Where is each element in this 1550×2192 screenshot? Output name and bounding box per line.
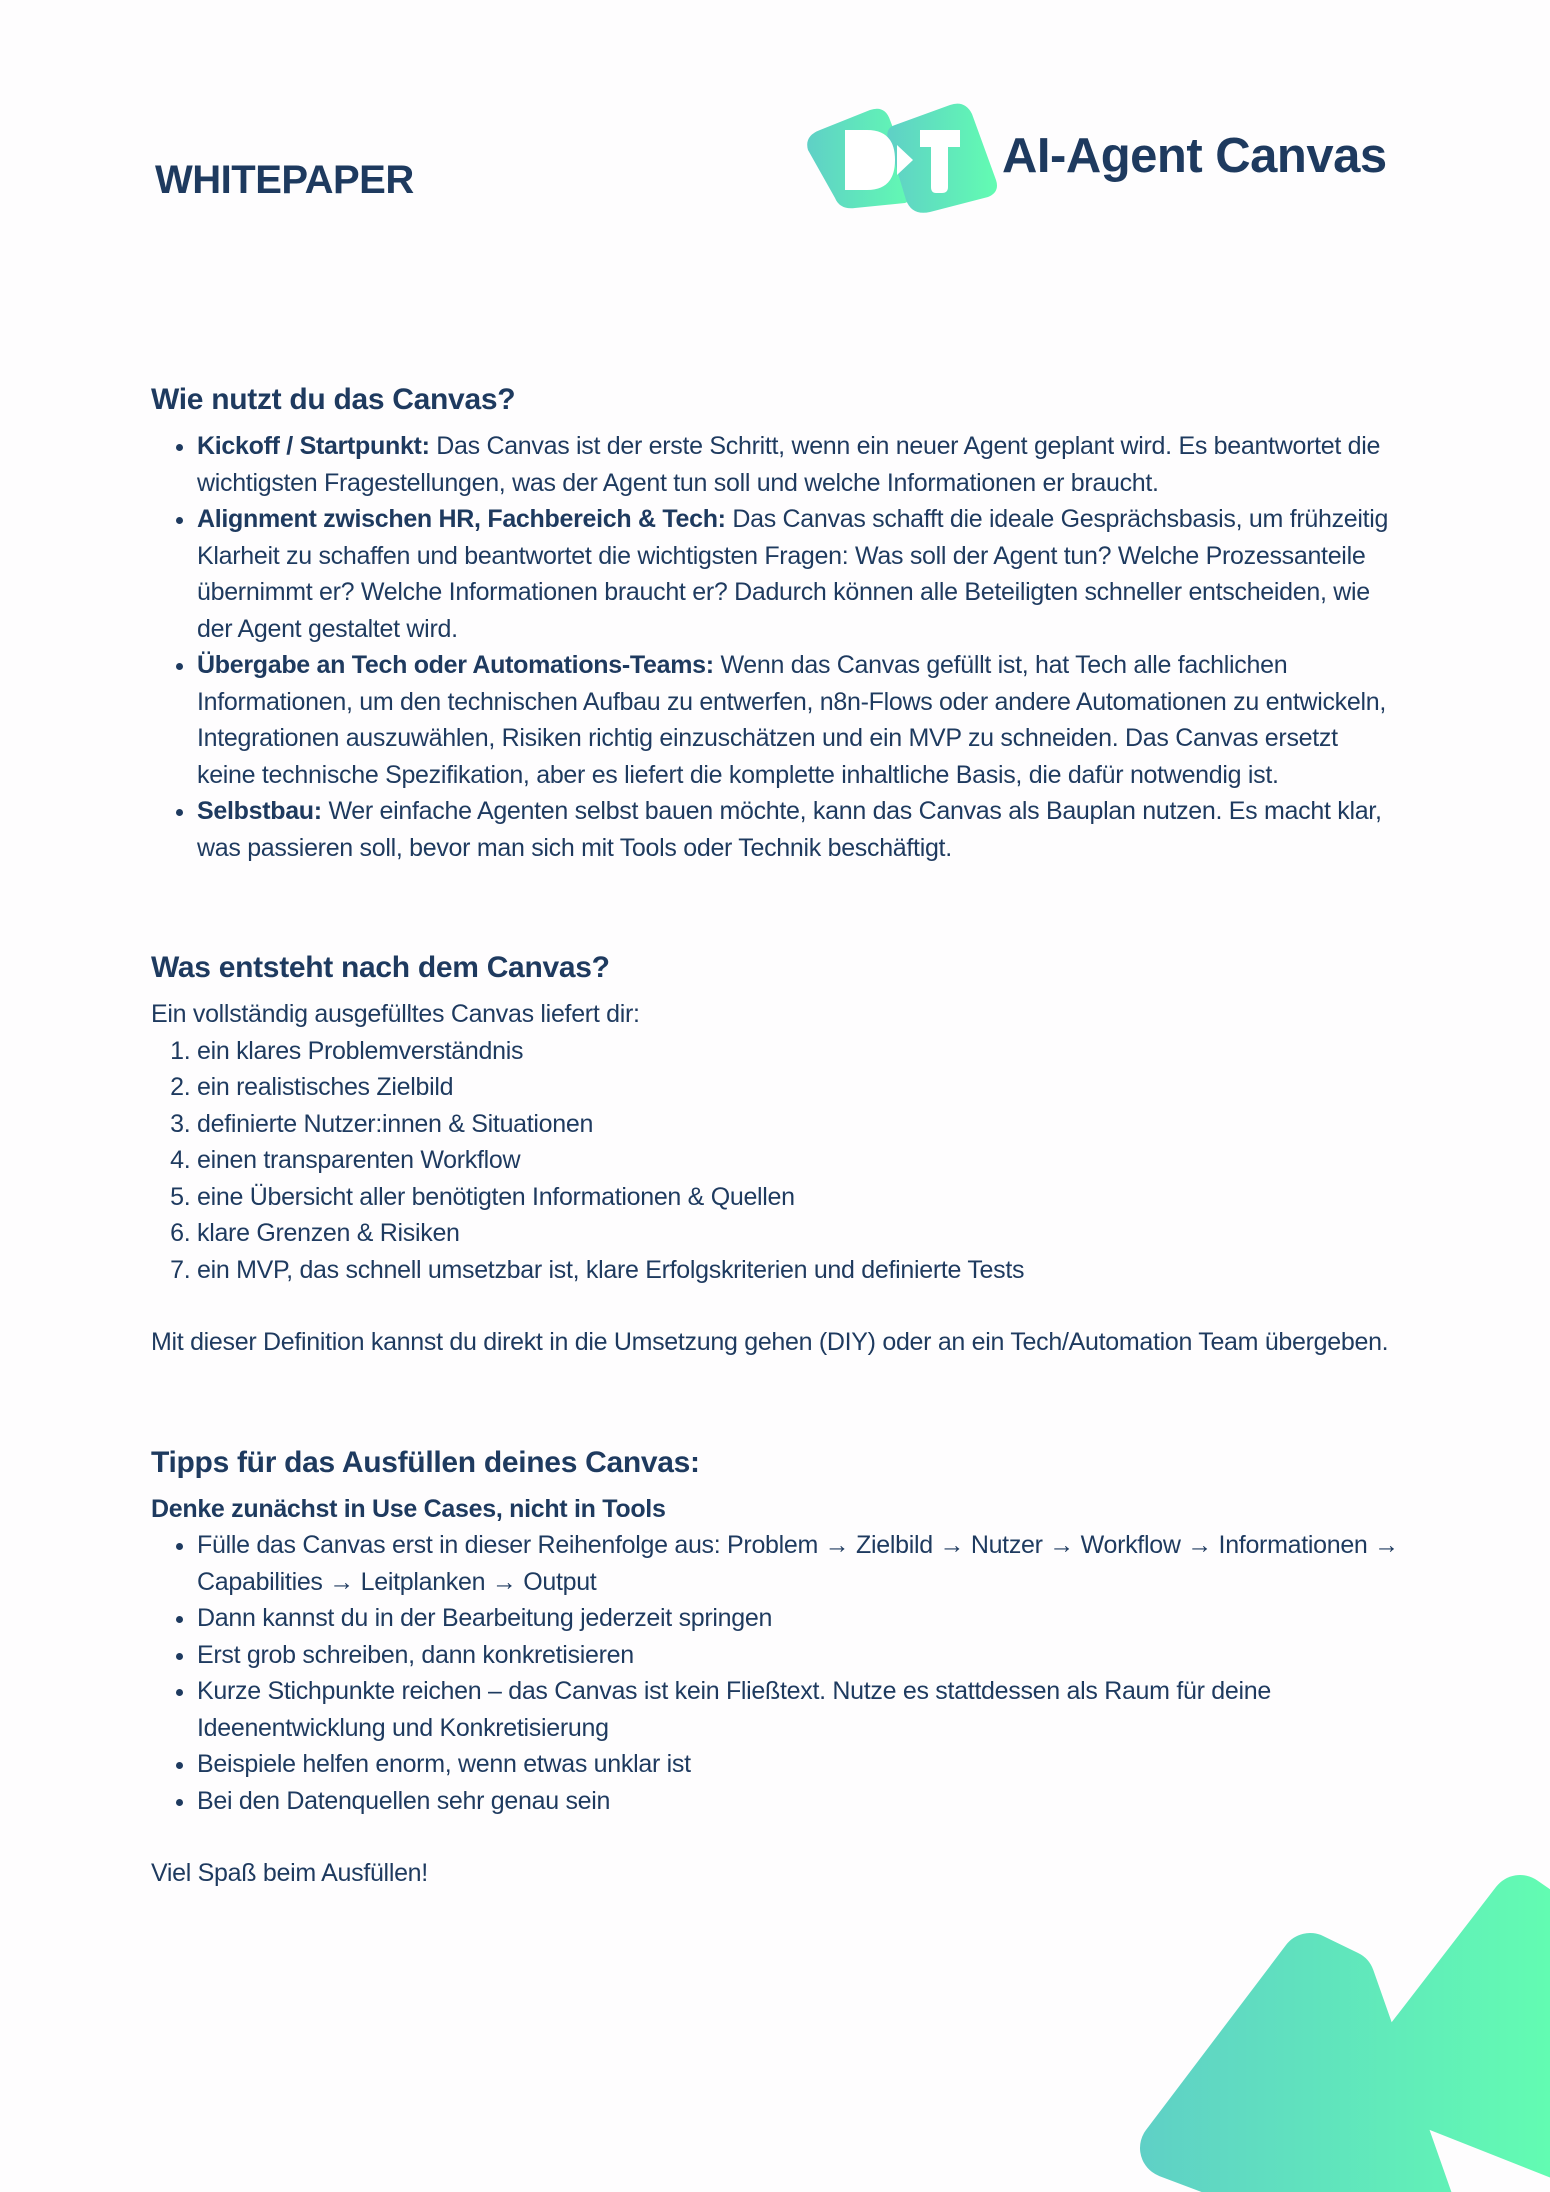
closing-text: Viel Spaß beim Ausfüllen! xyxy=(151,1859,428,1887)
intro-text: Ein vollständig ausgefülltes Canvas liefert dir: xyxy=(151,1000,640,1028)
list-item xyxy=(197,428,1401,501)
item-text: Das Canvas ist der erste Schritt, wenn ein neuer Agent geplant wird. Es beantwortet die wichtigsten Fragestellungen, was der Agent tun soll und welche Informationen er braucht. xyxy=(197,432,1381,497)
list-item xyxy=(197,793,1401,866)
item-label: Alignment zwischen HR, Fachbereich & Tech: xyxy=(197,505,726,533)
list-item: 2. ein realistisches Zielbild xyxy=(197,1069,1401,1106)
document-label: WHITEPAPER xyxy=(155,158,414,202)
list-item xyxy=(197,501,1401,647)
list-item: 4. einen transparenten Workflow xyxy=(197,1142,1401,1179)
item-text: Das Canvas schafft die ideale Gesprächsbasis, um frühzeitig Klarheit zu schaffen und beantwortet die wichtigsten Fragen: Was soll der Agent tun? Welche Prozessanteile übernimmt er? Welche Informationen braucht er? Dadurch können alle Beteiligten schneller entscheiden, wie der Agent gestaltet wird. xyxy=(197,505,1389,643)
section-tips xyxy=(151,1443,1401,1892)
triangle-shape xyxy=(1385,1905,1550,2165)
list-item: 6. klare Grenzen & Risiken xyxy=(197,1215,1401,1252)
section-heading: Wie nutzt du das Canvas? xyxy=(151,383,516,416)
list-item: • Fülle das Canvas erst in dieser Reihenfolge aus: Problem → Zielbild → Nutzer → Workflow → Informationen → Capabilities → Leitplanken → Output xyxy=(197,1527,1401,1600)
outro-text: Mit dieser Definition kannst du direkt in die Umsetzung gehen (DIY) oder an ein Tech/Automation Team übergeben. xyxy=(151,1328,1389,1356)
section-outcome xyxy=(151,948,1401,1361)
list-item: • Beispiele helfen enorm, wenn etwas unklar ist xyxy=(197,1746,1401,1783)
triangle-shape xyxy=(1170,1963,1440,2192)
item-label: Kickoff / Startpunkt: xyxy=(197,432,430,460)
section-heading: Was entsteht nach dem Canvas? xyxy=(151,951,610,984)
section-usage xyxy=(151,380,1401,866)
list-item: 5. eine Übersicht aller benötigten Informationen & Quellen xyxy=(197,1179,1401,1216)
list-item: • Bei den Datenquellen sehr genau sein xyxy=(197,1783,1401,1820)
list-item: 7. ein MVP, das schnell umsetzbar ist, klare Erfolgskriterien und definierte Tests xyxy=(197,1252,1401,1289)
list-item: 3. definierte Nutzer:innen & Situationen xyxy=(197,1106,1401,1143)
item-label: Übergabe an Tech oder Automations-Teams: xyxy=(197,651,714,679)
list-item xyxy=(197,647,1401,793)
list-item: • Kurze Stichpunkte reichen – das Canvas ist kein Fließtext. Nutze es stattdessen als Raum für deine Ideenentwicklung und Konkretisierung xyxy=(197,1673,1401,1746)
item-label: Selbstbau: xyxy=(197,797,322,825)
list-item: • Erst grob schreiben, dann konkretisieren xyxy=(197,1637,1401,1674)
item-text: Wer einfache Agenten selbst bauen möchte, kann das Canvas als Bauplan nutzen. Es macht klar, was passieren soll, bevor man sich mit Tools oder Technik beschäftigt. xyxy=(197,797,1382,862)
subheading: Denke zunächst in Use Cases, nicht in Tools xyxy=(151,1494,666,1523)
brand-title: AI-Agent Canvas xyxy=(1002,129,1387,183)
item-text: Wenn das Canvas gefüllt ist, hat Tech alle fachlichen Informationen, um den technischen Aufbau zu entwerfen, n8n-Flows oder andere Automationen zu entwickeln, Integrationen auszuwählen, Risiken richtig einzuschätzen und ein MVP zu schneiden. Das Canvas ersetzt keine technische Spezifikation, aber es liefert die komplette inhaltliche Basis, die dafür notwendig ist. xyxy=(197,651,1386,789)
section-heading: Tipps für das Ausfüllen deines Canvas: xyxy=(151,1445,700,1479)
list-item: 1. ein klares Problemverständnis xyxy=(197,1033,1401,1070)
dt-logo xyxy=(800,100,1000,215)
document-body xyxy=(151,380,1401,1892)
list-item: • Dann kannst du in der Bearbeitung jederzeit springen xyxy=(197,1600,1401,1637)
